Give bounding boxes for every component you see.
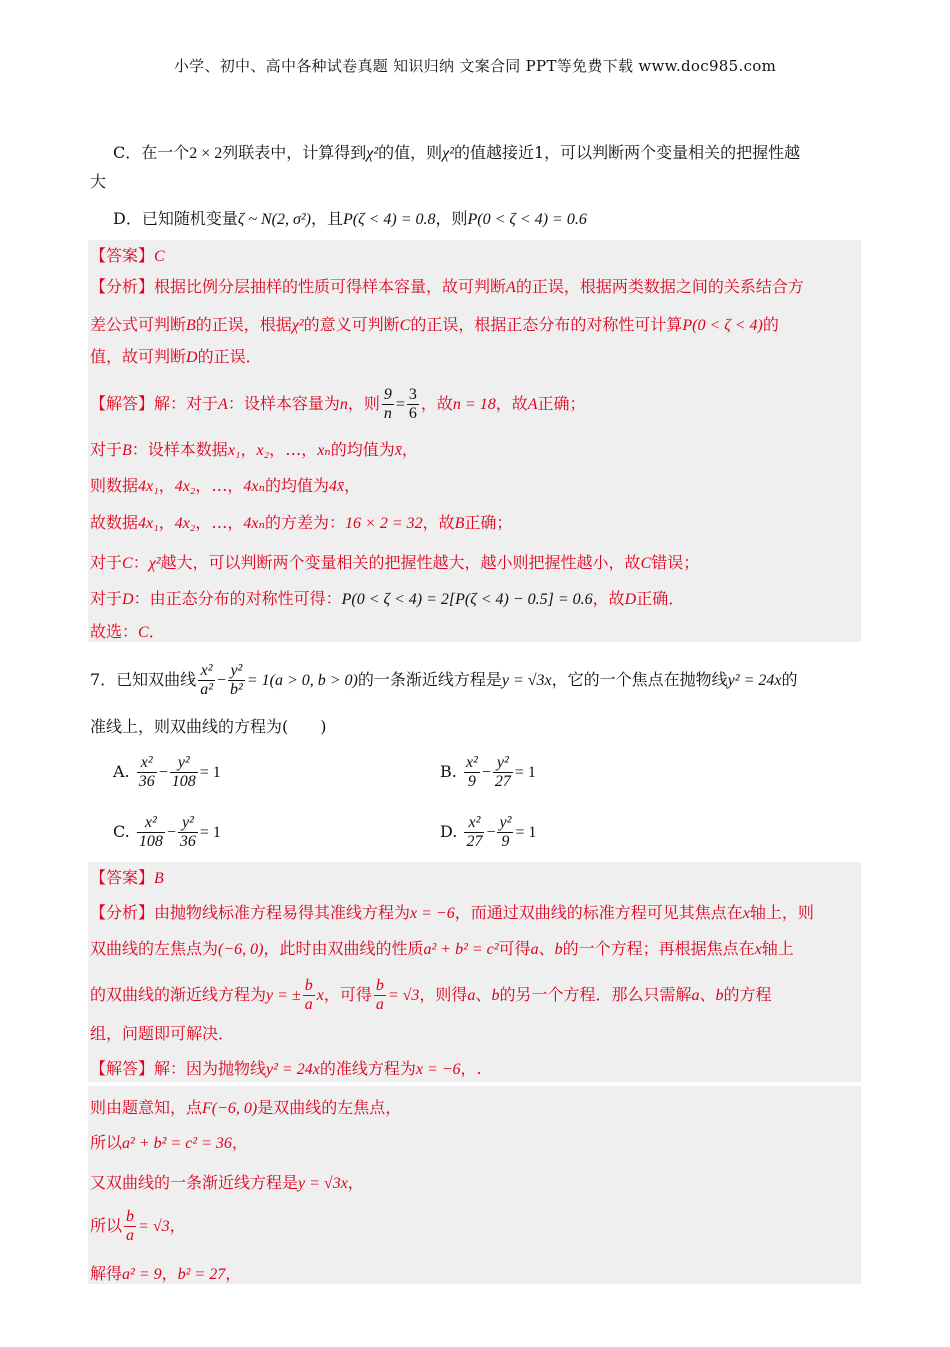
- q6-solution-line4: 故数据4x₁，4x₂，…，4xₙ的方差为：16 × 2 = 32，故B正确；: [90, 513, 513, 532]
- answer-tag: 【答案】: [90, 868, 155, 887]
- q6-solution-line5: 对于C：χ²越大，可以判断两个变量相关的把握性越大，越小则把握性越小，故C错误；: [90, 553, 700, 572]
- q7-solution-line6: 解得a² = 9，b² = 27，: [90, 1264, 242, 1283]
- q6-analysis-line2: 差公式可判断B的正误，根据χ²的意义可判断C的正误，根据正态分布的对称性可计算P(0 < ζ < 4)的: [90, 315, 779, 334]
- q6-solution-line2: 对于B：设样本数据x₁，x₂，…，xₙ的均值为x̄，: [90, 440, 418, 459]
- q7-option-c[interactable]: C. $\frac{\text{x²}}{108}$ − $\frac{\text{y²}}{36}$ = 1: [113, 814, 221, 850]
- q6-option-d: D．已知随机变量ζ ~ N(2, σ²)，且P(ζ < 4) = 0.8，则P(0 < ζ < 4) = 0.6: [113, 209, 587, 228]
- q7-option-a[interactable]: A. $\frac{\text{x²}}{36}$ − $\frac{\text{y²}}{108}$ = 1: [113, 754, 221, 790]
- q6-analysis-line1: 【分析】根据比例分层抽样的性质可得样本容量，故可判断A的正误，根据两类数据之间的关系结合方: [90, 277, 804, 296]
- q6-option-c-line2: 大: [90, 172, 107, 191]
- q7-analysis-line2: 双曲线的左焦点为(−6, 0)，此时由双曲线的性质a² + b² = c²可得a、b的一个方程；再根据焦点在x轴上: [90, 939, 794, 958]
- q6-analysis-line3: 值，故可判断D的正误．: [90, 347, 262, 366]
- page-header: 小学、初中、高中各种试卷真题 知识归纳 文案合同 PPT等免费下载 www.doc985.com: [173, 57, 777, 75]
- q7-option-d[interactable]: D. $\frac{\text{x²}}{27}$ − $\frac{\text{y²}}{9}$ = 1: [440, 814, 537, 850]
- q6-solution-line6: 对于D：由正态分布的对称性可得：P(0 < ζ < 4) = 2[P(ζ < 4) − 0.5] = 0.6，故D正确．: [90, 589, 685, 608]
- q6-solution-line7: 故选：C．: [90, 622, 165, 641]
- q7-solution-line3: 所以a² + b² = c² = 36，: [90, 1133, 248, 1152]
- q7-solution-line5: 所以 $\frac{b}{a}$ = √3，: [90, 1208, 186, 1244]
- q7-answer-background: [88, 862, 861, 1082]
- q7-stem-line2: 准线上，则双曲线的方程为( ): [90, 717, 327, 736]
- q7-analysis-line3: 的双曲线的渐近线方程为y = ± $\frac{b}{a}$ x，可得 $\frac{b}{a}$ = √3，则得a、b的另一个方程．那么只需解a、b的方程: [90, 977, 772, 1013]
- q6-solution-line1: 【解答】解：对于A：设样本容量为n，则 $\frac{9}{n}$ = $\frac{3}{6}$ ，故n = 18，故A正确；: [90, 386, 586, 422]
- q7-analysis-line1: 【分析】由抛物线标准方程易得其准线方程为x = −6，而通过双曲线的标准方程可见其焦点在x轴上，则: [90, 903, 814, 922]
- q7-option-b[interactable]: B. $\frac{\text{x²}}{9}$ − $\frac{\text{y²}}{27}$ = 1: [440, 754, 536, 790]
- q7-solution-line1: 【解答】解：因为抛物线y² = 24x的准线方程为x = −6，.: [90, 1059, 482, 1078]
- q6-option-c-line1: C．在一个2 × 2列联表中，计算得到χ²的值，则χ²的值越接近1，可以判断两个变量相关的把握性越: [113, 143, 801, 162]
- q6-solution-line3: 则数据4x₁，4x₂，…，4xₙ的均值为4x̄，: [90, 476, 361, 495]
- q6-answer: 【答案】C: [90, 246, 165, 265]
- q7-solution-line4: 又双曲线的一条渐近线方程是y = √3x，: [90, 1173, 364, 1192]
- q7-analysis-line4: 组，问题即可解决．: [90, 1024, 235, 1043]
- answer-tag: 【答案】: [90, 246, 155, 265]
- q7-solution-line2: 则由题意知，点F(−6, 0)是双曲线的左焦点，: [90, 1098, 402, 1117]
- q7-answer: 【答案】B: [90, 868, 164, 887]
- q7-stem-line1: 7．已知双曲线 $\frac{\text{x²}}{\text{a²}}$ − $\frac{\text{y²}}{\text{b²}}$ = 1(a > 0, b > 0)的一条渐近线方程是y = √3x，它的一个焦点在抛物线y² = 24x的: [90, 662, 798, 698]
